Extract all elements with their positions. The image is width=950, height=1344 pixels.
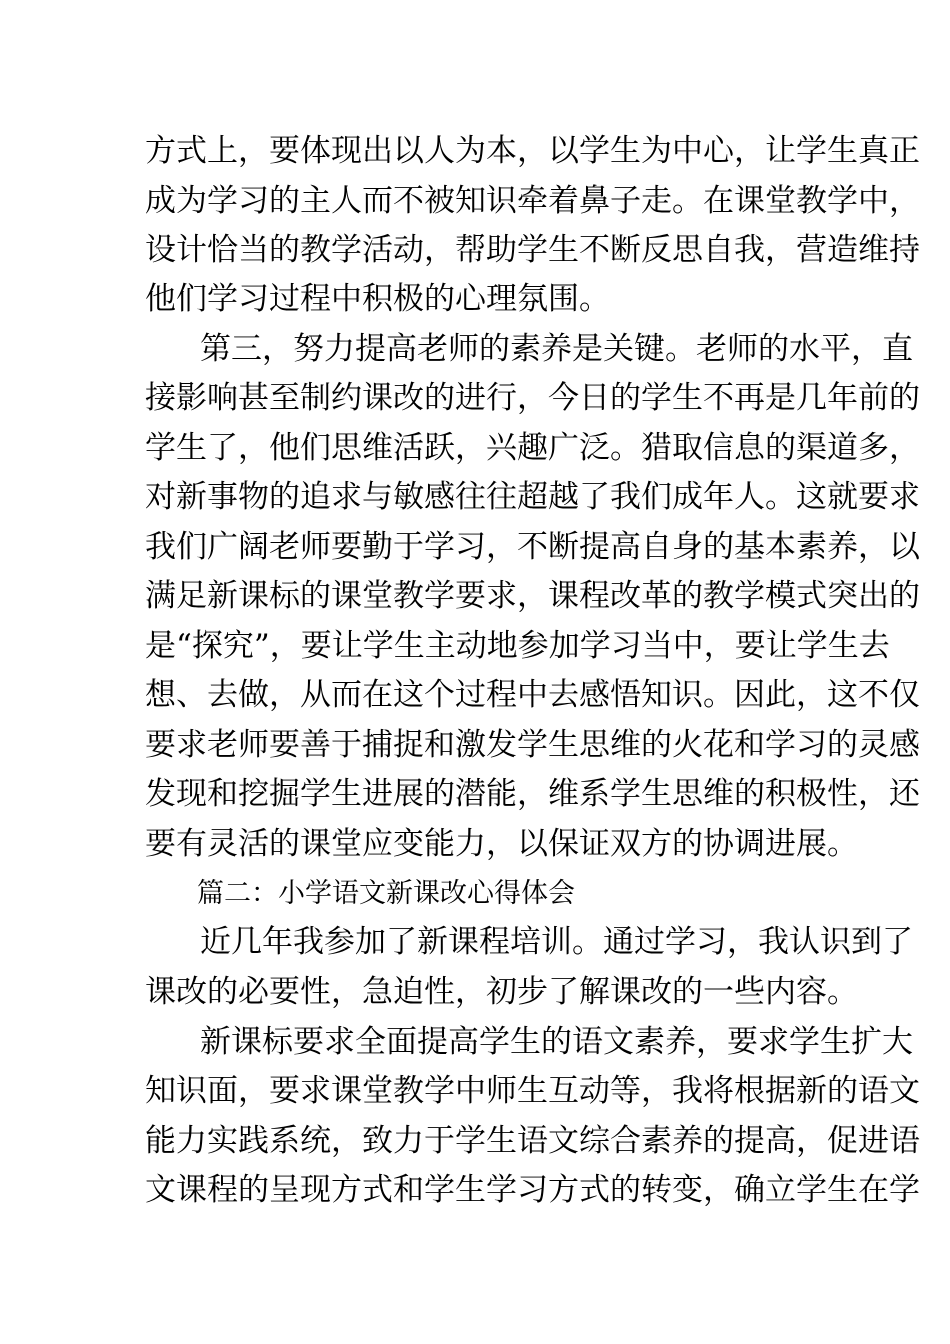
text-line: 新课标要求全面提高学生的语文素养，要求学生扩大 (200, 1024, 913, 1060)
text-line: 要有灵活的课堂应变能力，以保证双方的协调进展。 (145, 826, 858, 862)
text-line: 成为学习的主人而不被知识牵着鼻子走。在课堂教学中， (145, 183, 920, 219)
text-line: 我们广阔老师要勤于学习，不断提高自身的基本素养，以 (145, 529, 920, 565)
text-line: 对新事物的追求与敏感往往超越了我们成年人。这就要求 (145, 479, 920, 515)
text-line: 接影响甚至制约课改的进行，今日的学生不再是几年前的 (145, 380, 920, 416)
text-line: 课改的必要性，急迫性，初步了解课改的一些内容。 (145, 974, 858, 1010)
text-line: 满足新课标的课堂教学要求，课程改革的教学模式突出的 (145, 578, 920, 614)
text-line: 能力实践系统，致力于学生语文综合素养的提高，促进语 (145, 1123, 920, 1159)
text-line: 设计恰当的教学活动，帮助学生不断反思自我，营造维持 (145, 232, 920, 268)
text-line: 他们学习过程中积极的心理氛围。 (145, 281, 610, 317)
text-line: 第三，努力提高老师的素养是关键。老师的水平，直 (200, 331, 913, 367)
text-line: 要求老师要善于捕捉和激发学生思维的火花和学习的灵感 (145, 727, 920, 763)
text-line: 文课程的呈现方式和学生学习方式的转变，确立学生在学 (145, 1172, 920, 1208)
text-line: 近几年我参加了新课程培训。通过学习，我认识到了 (200, 924, 913, 960)
text-line: 知识面，要求课堂教学中师生互动等，我将根据新的语文 (145, 1073, 920, 1109)
text-line: 学生了，他们思维活跃，兴趣广泛。猎取信息的渠道多， (145, 430, 920, 466)
text-line: 方式上，要体现出以人为本，以学生为中心，让学生真正 (145, 133, 920, 169)
text-line: 想、去做，从而在这个过程中去感悟知识。因此，这不仅 (145, 677, 920, 713)
text-line: 是“探究”，要让学生主动地参加学习当中，要让学生去 (145, 628, 890, 664)
section-heading: 篇二：小学语文新课改心得体会 (197, 878, 575, 909)
text-line: 发现和挖掘学生进展的潜能，维系学生思维的积极性，还 (145, 776, 920, 812)
